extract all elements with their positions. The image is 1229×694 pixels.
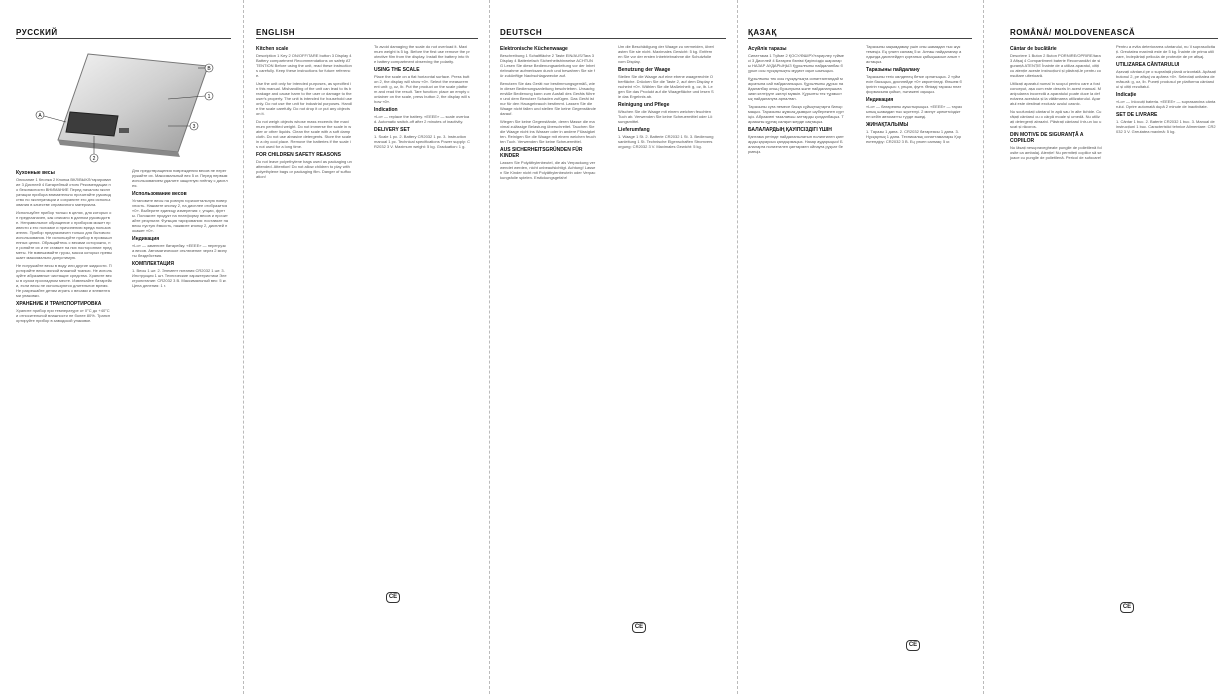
section-title: Benutzung der Waage (618, 67, 671, 73)
section-body: To avoid damaging the scale do not overload it. Maximum weight is 5 kg. Before the first use remove the protective film from the display. Install the battery into the battery compartment observing the polarity. (374, 44, 470, 64)
section-title: Cântar de bucătărie (1010, 46, 1057, 52)
russian-column-2 (132, 168, 228, 678)
section-body: 1. Таразы 1 дана. 2. CR2032 батареясы 1 дана. 3. Нұсқаулық 1 дана. Техникалық сипаттамалары Қоректендіру: CR2032 3 В. Ең үлкен салмақ: 5 кг. (866, 129, 962, 144)
svg-text:3: 3 (192, 124, 196, 130)
section-title: Indicație (1116, 92, 1137, 98)
header-rule (16, 38, 231, 39)
section-body: Для предотвращения повреждения весов не перегружайте их. Максимальный вес 5 кг. Перед первым использованием удалите защитную плёнку с дисплея. (132, 168, 228, 188)
section-body: Wiegen Sie keine Gegenstände, deren Masse die maximal zulässige Belastung überschreitet. Tauchen Sie die Waage nicht ins Wasser oder in andere Flüssigkeiten. Reinigen Sie die Waage mit einem weichen feuchten Tuch. Verwenden Sie keine Scheuermittel. (500, 119, 596, 144)
ce-mark: CE (906, 640, 920, 651)
section-body: Um die Beschädigung der Waage zu vermeiden, überlasten Sie sie nicht. Maximales Gewicht: 5 kg. Entfernen Sie vor der ersten Inbetriebnahme die Schutzfolie vom Display. (618, 44, 714, 64)
section-body: Description 1 Key 2 ON/OFF/TARE button 3 Display 4 Battery compartment Recommendations on safety ATTENTION Before using the unit, read these instructions carefully. Keep these instructions for future reference. (256, 53, 352, 78)
section-body: Beschreibung 1 Schaltfläche 2 Taste EIN/AUS/Tara 3 Display 4 Batteriefach Sicherheitshinweise ACHTUNG Lesen Sie diese Bedienungsanleitung vor der Inbetriebnahme aufmerksam durch und bewahren Sie sie für zukünftige Nachschlagzwecke auf. (500, 53, 595, 78)
russian-column-1 (16, 168, 112, 678)
section-title: Асүйлік таразы (748, 46, 787, 52)
kazakh-column-1 (748, 44, 844, 684)
section-body: Nu lăsați nesupravegheate pungile de polietilenă folosite ca ambalaj. Atenție! Nu permiteți copiilor să se joace cu pungile de polietilenă. Pericol de sufocare! (1010, 145, 1102, 160)
section-body: Place the scale on a flat horizontal surface. Press button 2, the display will show «0». Select the measurement unit: g, oz, lb. Put the product on the scale platform and read the result. Tare function: place an empty container on the scale, press button 2, the display will show «0». (374, 74, 470, 104)
fold-line (983, 0, 984, 694)
section-body: Nu scufundați cântarul în apă sau în alte lichide. Curățați cântarul cu o cârpă moale și umedă. Nu utilizați detergenți abrazivi. Păstrați cântarul într-un loc uscat și răcoros. (1010, 109, 1102, 129)
svg-text:2: 2 (92, 156, 96, 162)
section-body: 1. Весы 1 шт. 2. Элемент питания CR2032 1 шт. 3. Инструкция 1 шт. Технические характеристики Электропитание: CR2032 3 В. Максимальный вес: 5 кг. Цена деления: 1 г. (132, 268, 227, 288)
header-rule (500, 38, 726, 39)
fold-line (243, 0, 244, 694)
romanian-column-1 (1010, 44, 1102, 684)
section-body: Сипаттама 1 Түйме 2 ҚОСУ/ӨШІРУ/тарирлеу түймесі 3 Дисплей 4 Батарея бөлімі Қауіпсіздік шаралары НАЗАР АУДАРЫҢЫЗ Құрылғыны пайдаланбас бұрын осы нұсқаулықты мұқият оқып шығыңыз. (748, 53, 844, 73)
section-body: Do not leave polyethylene bags used as packaging unattended. Attention! Do not allow children to play with polyethylene bags or packaging film. Danger of suffocation! (256, 159, 352, 179)
header-rule (1010, 38, 1218, 39)
section-body: Установите весы на ровную горизонтальную поверхность. Нажмите кнопку 2, на дисплее отобразится «0». Выберите единицу измерения: г, унции, фунты. Положите продукт на платформу весов и прочитайте результат. Функция тарирования: поставьте на весы пустую ёмкость, нажмите кнопку 2, дисплей покажет «0». (132, 198, 228, 233)
kazakh-column-2 (866, 44, 962, 684)
header-russian: РУССКИЙ (16, 28, 58, 37)
section-body: Lassen Sie Polyäthylenbeutel, die als Verpackung verwendet werden, nicht unbeaufsichtigt. Achtung! Lassen Sie Kinder nicht mit Polyäthylenbeuteln oder Verpackungsfolie spielen. Erstickungsgefahr! (500, 160, 596, 180)
header-romanian: ROMÂNĂ/ MOLDOVENEASCĂ (1010, 28, 1136, 37)
ce-mark: CE (632, 622, 646, 633)
section-body: Pentru a evita deteriorarea cântarului, nu îl suprasolicitați. Greutatea maximă este de 5 kg. Înainte de prima utilizare, îndepărtați pelicula de protecție de pe afișaj. (1116, 44, 1215, 59)
section-title: Indication (374, 107, 398, 113)
section-body: 1. Scale 1 pc. 2. Battery CR2032 1 pc. 3. Instruction manual 1 pc. Technical specifications Power supply: CR2032 3 V. Maximum weight: 5 kg. Graduation: 1 g. (374, 134, 470, 149)
section-title: Elektronische Küchenwaage (500, 46, 568, 52)
header-rule (748, 38, 972, 39)
section-body: 1. Waage 1 St. 2. Batterie CR2032 1 St. 3. Bedienungsanleitung 1 St. Technische Eigenschaften Stromversorgung: CR2032 3 V. Maximales Gewicht: 5 kg. (618, 134, 714, 149)
deutsch-column-2 (618, 44, 714, 684)
section-title: БАЛАЛАРДЫҢ ҚАУІПСІЗДІГІ ҮШІН (748, 127, 832, 133)
section-title: Использование весов (132, 191, 187, 197)
callout-1 (205, 92, 213, 100)
section-body: Descriere 1 Buton 2 Buton PORNIRE/OPRIRE/tara 3 Afișaj 4 Compartiment baterie Recomandări de siguranță ATENȚIE Înainte de a utiliza aparatul, citiți cu atenție aceste instrucțiuni și păstrați-le pentru consultare ulterioară. (1010, 53, 1101, 78)
section-body: Храните прибор при температуре от 0°С до +40°С и относительной влажности не более 80%. Транспортируйте прибор в заводской упаковке. (16, 308, 111, 323)
header-rule (256, 38, 478, 39)
svg-text:B: B (207, 66, 211, 72)
kitchen-scale-illustration (18, 44, 218, 164)
scale-platform (58, 54, 208, 152)
svg-text:A: A (38, 113, 42, 119)
section-title: Кухонные весы (16, 170, 55, 176)
callout-3 (190, 122, 198, 130)
section-body: 1. Cântar 1 buc. 2. Baterie CR2032 1 buc. 3. Manual de instrucțiuni 1 buc. Caracteristici tehnice Alimentare: CR2032 3 V. Greutatea maximă: 5 kg. (1116, 119, 1216, 134)
svg-text:1: 1 (207, 94, 211, 100)
fold-line (489, 0, 490, 694)
section-body: Құрылғыны тек осы нұсқаулықта сипатталғандай мақсатына сай пайдаланыңыз. Құрылғыны дұрыс пайдаланбау оның бұзылуына және пайдаланушыға зиян келтіруге әкелуі мүмкін. Құрылғы тек тұрмыстық пайдалануға арналған. (748, 76, 844, 101)
section-title: UTILIZAREA CÂNTARULUI (1116, 62, 1180, 68)
section-title: Индикация (132, 236, 160, 242)
callout-2 (90, 154, 98, 162)
section-body: Use the unit only for intended purposes, as specified in this manual. Mishandling of the unit can lead to its breakage and cause harm to the user or damage to the user's property. The unit is intended for household use only. Do not use the unit for industrial purposes. Handle the scale carefully. Do not drop it or put any objects on it. (256, 81, 352, 116)
header-kazakh: ҚАЗАҚ (748, 28, 777, 37)
section-body: Utilizați aparatul numai în scopul pentru care a fost conceput, așa cum este descris în acest manual. Manipularea incorectă a aparatului poate duce la defectarea acestuia și la vătămarea utilizatorului. Aparatul este destinat exclusiv uzului casnic. (1010, 81, 1101, 106)
section-title: AUS SICHERHEITSGRÜNDEN FÜR KINDER (500, 147, 583, 159)
header-english: ENGLISH (256, 28, 296, 37)
callout-b (205, 64, 213, 72)
section-title: DIN MOTIVE DE SIGURANȚĂ A COPIILOR (1010, 132, 1084, 144)
section-body: Используйте прибор только в целях, для которых он предназначен, как описано в данном руководстве. Неправильное обращение с прибором может привести к его поломке и причинению вреда пользователю. Прибор предназначен только для бытового использования. Не используйте прибор в промышленных целях. Обращайтесь с весами осторожно, не роняйте их и не ставьте на них посторонние предметы. Не взвешивайте грузы, масса которых превышает максимально допустимую. (16, 210, 112, 260)
section-title: Таразыны пайдалану (866, 67, 920, 73)
section-title: FOR CHILDREN SAFETY REASONS (256, 152, 341, 158)
section-title: DELIVERY SET (374, 127, 410, 133)
section-body: Wischen Sie die Waage mit einem weichen feuchten Tuch ab. Verwenden Sie keine Scheuermittel oder Lösungsmittel. (618, 109, 713, 124)
english-column-2 (374, 44, 470, 684)
callout-a (36, 111, 44, 119)
section-body: Do not weigh objects whose mass exceeds the maximum permitted weight. Do not immerse the scale in water or other liquids. Clean the scale with a soft damp cloth. Do not use abrasive detergents. Store the scale in a dry cool place. Remove the batteries if the scale is not used for a long time. (256, 119, 352, 149)
section-body: «Lo» — батареяны ауыстырыңыз. «EEEE» — таразының шамадан тыс жүктелуі. 2 минут әрекетсіздіктен кейін автоматты түрде өшеді. (866, 104, 962, 119)
romanian-column-2 (1116, 44, 1216, 684)
section-title: USING THE SCALE (374, 67, 420, 73)
section-title: Индикация (866, 97, 894, 103)
fold-line (737, 0, 738, 694)
section-body: «Lo» — înlocuiți bateria. «EEEE» — suprasarcina cântarului. Oprire automată după 2 minute de inactivitate. (1116, 99, 1216, 109)
section-title: Lieferumfang (618, 127, 650, 133)
section-body: «Lo» — замените батарейку. «EEEE» — перегрузка весов. Автоматическое отключение через 2 минуты бездействия. (132, 243, 227, 258)
section-body: Не погружайте весы в воду или другие жидкости. Протирайте весы мягкой влажной тканью. Не используйте абразивные чистящие средства. Храните весы в сухом прохладном месте. Извлекайте батарейки, если весы не используются длительное время. Не разрешайте детям играть с весами и элементами упаковки. (16, 263, 112, 298)
section-body: Stellen Sie die Waage auf eine ebene waagerechte Oberfläche. Drücken Sie die Taste 2, auf dem Display erscheint «0». Wählen Sie die Maßeinheit: g, oz, lb. Legen Sie das Produkt auf die Waagefläche und lesen Sie das Ergebnis ab. (618, 74, 714, 99)
ce-mark: CE (1120, 602, 1134, 613)
section-body: Таразыны суға немесе басқа сұйықтықтарға батырмаңыз. Таразыны жұмсақ дымқыл шүберекпен сүртіңіз. Абразивті тазалағыш заттарды қолданбаңыз. Таразыны құрғақ салқын жерде сақтаңыз. (748, 104, 844, 124)
section-body: Benutzen Sie das Gerät nur bestimmungsgemäß, wie in dieser Bedienungsanleitung beschrieben. Unsachgemäße Bedienung kann zum Ausfall des Geräts führen und dem Benutzer Schaden zufügen. Das Gerät ist nur für den Hausgebrauch bestimmt. Lassen Sie die Waage nicht fallen und stellen Sie keine Gegenstände darauf. (500, 81, 596, 116)
english-column-1 (256, 44, 352, 684)
section-title: Reinigung und Pflege (618, 102, 670, 108)
scale-display (66, 112, 118, 136)
section-body: Așezați cântarul pe o suprafață plană orizontală. Apăsați butonul 2, pe afișaj va apărea «0». Selectați unitatea de măsură: g, oz, lb. Puneți produsul pe platforma cântarului și citiți rezultatul. (1116, 69, 1216, 89)
section-body: Қаптама ретінде пайдаланылатын полиэтилен қаптарды қараусыз қалдырмаңыз. Назар аударыңыз! Балаларға полиэтилен қаптармен ойнауға рұқсат бермеңіз. (748, 134, 844, 154)
section-title: SET DE LIVRARE (1116, 112, 1158, 118)
section-body: Таразыны зақымдамау үшін оны шамадан тыс жүктемеңіз. Ең үлкен салмақ 5 кг. Алғаш пайдаланар алдында дисплейден қорғаныс қабықшасын алып тастаңыз. (866, 44, 962, 64)
section-title: ЖИНАҚТАЛЫМЫ (866, 122, 909, 128)
section-body: «Lo» — replace the battery. «EEEE» — scale overload. Automatic switch-off after 2 minutes of inactivity. (374, 114, 470, 124)
section-title: КОМПЛЕКТАЦИЯ (132, 261, 174, 267)
scale-button (119, 128, 129, 133)
section-body: Описание 1 Кнопка 2 Кнопка ВКЛ/ВЫКЛ/тарирование 3 Дисплей 4 Батарейный отсек Рекомендации по безопасности ВНИМАНИЕ Перед началом эксплуатации прибора внимательно прочитайте руководство по эксплуатации и сохраните его для использования в качестве справочного материала. (16, 177, 111, 207)
deutsch-column-1 (500, 44, 596, 684)
ce-mark: CE (386, 592, 400, 603)
section-body: Таразыны тегіс көлденең бетке орнатыңыз. 2 түймесін басыңыз, дисплейде «0» көрсетіледі. Өлшем бірлігін таңдаңыз: г, унция, фунт. Өнімді таразы платформасына қойып, нәтижені оқыңыз. (866, 74, 962, 94)
section-title: ХРАНЕНИЕ И ТРАНСПОРТИРОВКА (16, 301, 102, 307)
header-deutsch: DEUTSCH (500, 28, 543, 37)
section-title: Kitchen scale (256, 46, 289, 52)
